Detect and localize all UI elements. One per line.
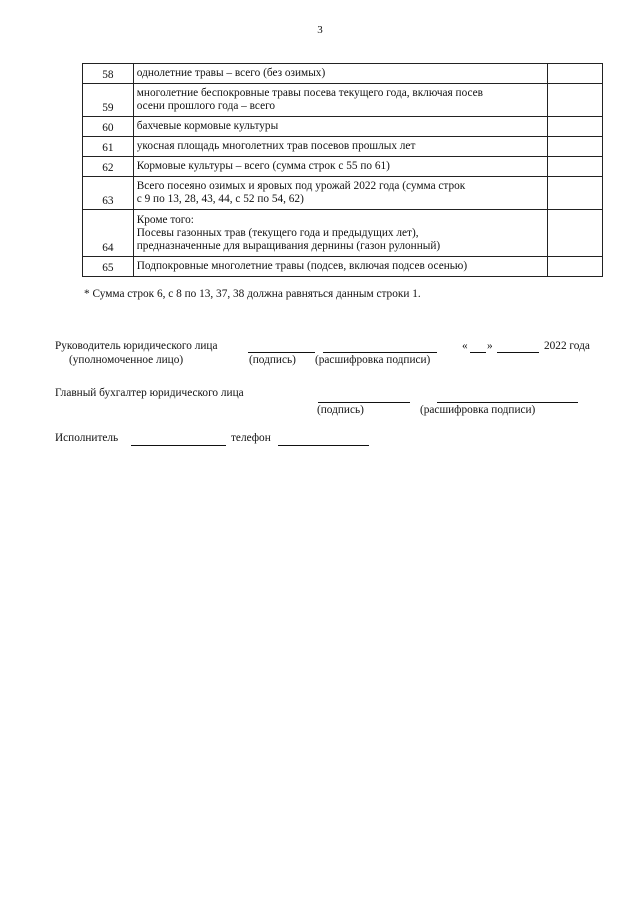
head-label: Руководитель юридического лица bbox=[55, 340, 218, 352]
accountant-decoding-line[interactable] bbox=[437, 402, 578, 403]
row-value-cell[interactable] bbox=[548, 137, 603, 157]
accountant-label: Главный бухгалтер юридического лица bbox=[55, 387, 244, 399]
row-number: 58 bbox=[83, 64, 134, 84]
head-decoding-caption: (расшифровка подписи) bbox=[315, 354, 431, 366]
head-sublabel: (уполномоченное лицо) bbox=[69, 354, 184, 366]
row-description bbox=[133, 157, 548, 177]
row-number: 59 bbox=[83, 84, 134, 117]
table-row bbox=[83, 157, 603, 177]
row-description-line: Кормовые культуры – всего (сумма строк с 55 по 61) bbox=[136, 160, 390, 172]
table-row bbox=[83, 117, 603, 137]
row-description-line: предназначенные для выращивания дернины (газон рулонный) bbox=[136, 239, 441, 252]
row-description bbox=[133, 117, 548, 137]
accountant-signature-line[interactable] bbox=[318, 402, 410, 403]
table-row bbox=[83, 257, 603, 277]
date-year-label: 2022 года bbox=[544, 340, 590, 352]
row-description bbox=[133, 210, 548, 257]
date-quote-open: « bbox=[462, 340, 468, 352]
row-description bbox=[133, 137, 548, 157]
row-description bbox=[133, 257, 548, 277]
executor-line[interactable] bbox=[131, 445, 226, 446]
row-number: 65 bbox=[83, 257, 134, 277]
row-number: 62 bbox=[83, 157, 134, 177]
executor-label: Исполнитель bbox=[55, 432, 119, 444]
row-description-line: Подпокровные многолетние травы (подсев, включая подсев осенью) bbox=[136, 260, 468, 272]
row-description-line: с 9 по 13, 28, 43, 44, с 52 по 54, 62) bbox=[136, 193, 304, 205]
table-row bbox=[83, 210, 603, 257]
row-description bbox=[133, 177, 548, 210]
row-value-cell[interactable] bbox=[548, 257, 603, 277]
phone-label: телефон bbox=[231, 432, 271, 444]
row-number: 64 bbox=[83, 210, 134, 257]
row-number: 61 bbox=[83, 137, 134, 157]
row-description bbox=[133, 84, 548, 117]
row-description-line: бахчевые кормовые культуры bbox=[136, 120, 279, 132]
row-value-cell[interactable] bbox=[548, 84, 603, 117]
head-signature-caption: (подпись) bbox=[249, 354, 296, 366]
row-description-line: Всего посеяно озимых и яровых под урожай 2022 года (сумма строк bbox=[136, 180, 466, 192]
row-description-line: Посевы газонных трав (текущего года и предыдущих лет), bbox=[136, 226, 419, 239]
table-row bbox=[83, 84, 603, 117]
row-description bbox=[133, 64, 548, 84]
table-row bbox=[83, 64, 603, 84]
date-day-line[interactable] bbox=[470, 352, 486, 353]
page-number: 3 bbox=[317, 24, 323, 36]
row-description-line: однолетние травы – всего (без озимых) bbox=[136, 67, 326, 79]
footnote: * Сумма строк 6, с 8 по 13, 37, 38 должна равняться данным строки 1. bbox=[84, 288, 421, 300]
head-decoding-line[interactable] bbox=[323, 352, 437, 353]
row-description-line: Кроме того: bbox=[136, 213, 194, 226]
accountant-decoding-caption: (расшифровка подписи) bbox=[420, 404, 536, 416]
phone-line[interactable] bbox=[278, 445, 369, 446]
head-signature-line[interactable] bbox=[248, 352, 315, 353]
row-value-cell[interactable] bbox=[548, 117, 603, 137]
accountant-signature-caption: (подпись) bbox=[317, 404, 364, 416]
table-row bbox=[83, 137, 603, 157]
row-description-line: осени прошлого года – всего bbox=[136, 100, 276, 112]
row-number: 63 bbox=[83, 177, 134, 210]
row-value-cell[interactable] bbox=[548, 157, 603, 177]
date-month-line[interactable] bbox=[497, 352, 539, 353]
row-value-cell[interactable] bbox=[548, 177, 603, 210]
row-value-cell[interactable] bbox=[548, 64, 603, 84]
row-description-line: укосная площадь многолетних трав посевов прошлых лет bbox=[136, 140, 416, 152]
date-quote-close: » bbox=[487, 340, 493, 352]
row-number: 60 bbox=[83, 117, 134, 137]
row-description-line: многолетние беспокровные травы посева текущего года, включая посев bbox=[136, 87, 484, 99]
row-value-cell[interactable] bbox=[548, 210, 603, 257]
form-table bbox=[82, 63, 603, 277]
table-row bbox=[83, 177, 603, 210]
